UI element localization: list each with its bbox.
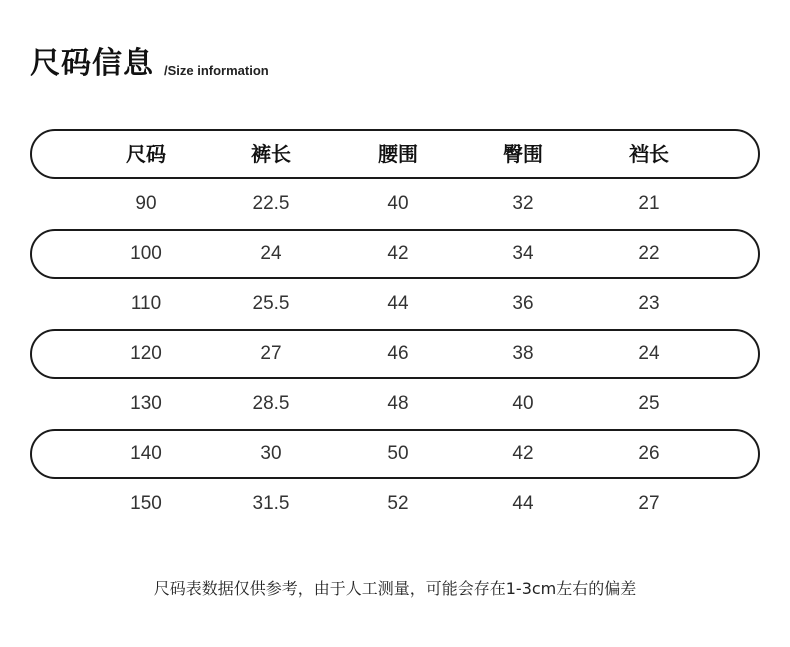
table-cell: 110 [130, 293, 162, 314]
table-cell: 21 [638, 193, 660, 214]
table-row [30, 329, 760, 379]
measurement-note: 尺码表数据仅供参考，由于人工测量，可能会存在1-3cm左右的偏差 [153, 579, 637, 598]
table-cell: 22 [638, 243, 660, 264]
table-row [30, 379, 760, 429]
table-cell: 22.5 [252, 193, 290, 214]
table-cell: 100 [130, 243, 162, 264]
table-cell: 44 [512, 493, 534, 514]
table-cell: 25 [638, 393, 660, 414]
table-row [30, 179, 760, 229]
table-cell: 48 [387, 393, 409, 414]
table-cell: 36 [512, 293, 534, 314]
table-cell: 50 [387, 443, 409, 464]
table-cell: 140 [130, 443, 162, 464]
table-cell: 120 [130, 343, 162, 364]
table-cell: 90 [135, 193, 157, 214]
table-row [30, 279, 760, 329]
table-cell: 150 [130, 493, 162, 514]
size-table [30, 129, 760, 529]
table-cell: 40 [512, 393, 534, 414]
table-cell: 40 [387, 193, 409, 214]
table-cell: 27 [638, 493, 660, 514]
table-cell: 26 [638, 443, 660, 464]
table-row [30, 229, 760, 279]
table-cell: 42 [387, 243, 409, 264]
title-subtitle: /Size information [164, 63, 269, 78]
table-row [30, 429, 760, 479]
page-title [30, 46, 269, 82]
table-cell: 30 [260, 443, 282, 464]
header-hip: 臀围 [503, 142, 543, 166]
table-cell: 23 [638, 293, 660, 314]
table-cell: 25.5 [252, 293, 290, 314]
table-cell: 34 [512, 243, 534, 264]
table-cell: 42 [512, 443, 534, 464]
table-row [30, 479, 760, 529]
table-cell: 24 [260, 243, 282, 264]
header-size: 尺码 [126, 142, 166, 166]
table-cell: 52 [387, 493, 409, 514]
table-cell: 31.5 [252, 493, 290, 514]
table-cell: 27 [260, 343, 282, 364]
table-header-row [30, 129, 760, 179]
table-cell: 24 [638, 343, 660, 364]
table-cell: 44 [387, 293, 409, 314]
table-cell: 38 [512, 343, 534, 364]
title-main: 尺码信息 [30, 46, 154, 81]
table-cell: 46 [387, 343, 409, 364]
header-waist: 腰围 [378, 142, 418, 166]
table-cell: 130 [130, 393, 162, 414]
table-cell: 32 [512, 193, 534, 214]
header-rise: 裆长 [629, 142, 669, 166]
table-cell: 28.5 [252, 393, 290, 414]
header-pants-length: 裤长 [251, 142, 291, 166]
